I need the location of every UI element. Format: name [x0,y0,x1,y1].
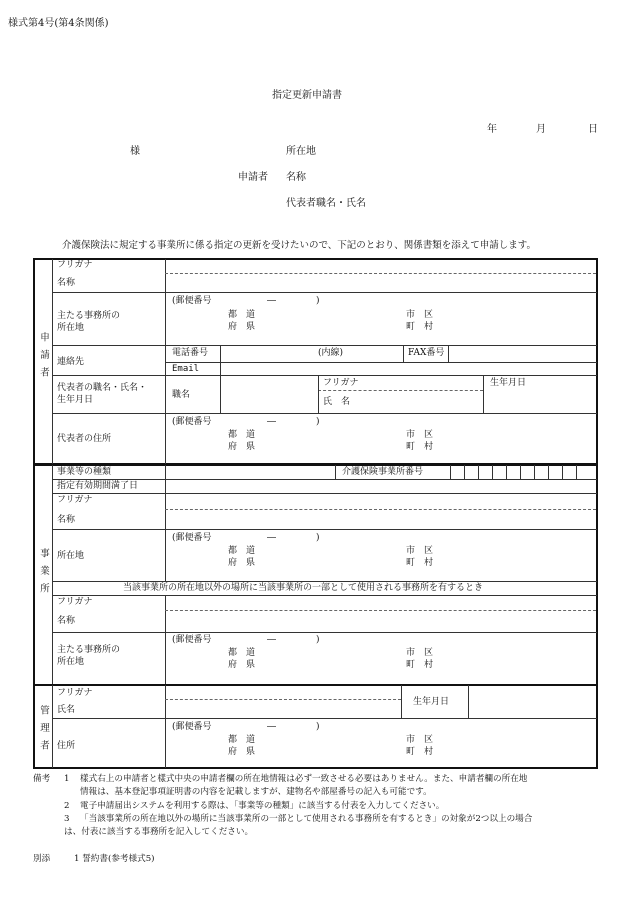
manager-residence-label: 住所 [57,741,76,751]
rep-to-do-label: 都 道 [228,430,256,440]
manager-cho-son-label: 町 村 [406,747,434,757]
postal-close: ) [316,296,320,306]
sub-office-name-label: 名称 [57,616,76,626]
fu-ken-label: 府 県 [228,322,256,332]
sub-shi-ku-label: 市 区 [406,648,434,658]
rep-postal-label: (郵便番号 [172,417,212,427]
rep-name-label: 氏 名 [323,397,351,407]
postal-label: (郵便番号 [172,296,212,306]
note-1-line-2: 情報は、基本登記事項証明書の内容を記載しますが、建物名や部屋番号の記入も可能です。 [80,787,432,797]
manager-fu-ken-label: 府 県 [228,747,256,757]
sub-postal-label: (郵便番号 [172,635,212,645]
manager-postal-dash: ― [267,722,276,732]
applicant-name-label: 名称 [57,278,76,288]
business-side-label: 事業所 [38,548,49,601]
validity-label: 指定有効期間満了日 [57,481,139,491]
manager-birth-date-label: 生年月日 [413,697,450,707]
business-furigana-label: フリガナ [57,495,93,505]
note-1-line-1: 樣式右上の申請者と樣式中央の申請者欄の所在地情報は必ず一致させる必要はありません。また、申請者欄の所在地 [80,774,528,784]
rep-birth-date-label: 生年月日 [490,378,527,388]
manager-postal-label: (郵便番号 [172,722,212,732]
note-3-num: 3 [64,814,70,824]
business-postal-label: (郵便番号 [172,533,212,543]
header-address-label: 所在地 [286,146,316,157]
manager-furigana-label: フリガナ [57,688,93,698]
phone-label: 電話番号 [172,348,209,358]
business-cho-son-label: 町 村 [406,558,434,568]
business-address-label: 所在地 [57,551,85,561]
attachment-label: 別添 [33,854,51,864]
sub-postal-close: ) [316,635,320,645]
email-label: Email [172,364,200,374]
care-number-label: 介護保険事業所番号 [342,467,424,477]
postal-dash: ― [267,296,276,306]
business-type-label: 事業等の種類 [57,467,112,477]
sub-office-furigana-label: フリガナ [57,597,93,607]
rep-cho-son-label: 町 村 [406,442,434,452]
sub-to-do-label: 都 道 [228,648,256,658]
manager-postal-close: ) [316,722,320,732]
contact-label: 連絡先 [57,357,85,367]
manager-shi-ku-label: 市 区 [406,735,434,745]
sub-postal-dash: ― [267,635,276,645]
header-name-label: 名称 [286,172,306,183]
business-fu-ken-label: 府 県 [228,558,256,568]
date-year-label: 年 [487,124,497,135]
note-1-num: 1 [64,774,70,784]
job-title-label: 職名 [172,390,191,400]
applicant-furigana-label: フリガナ [57,260,93,270]
date-day-label: 日 [588,124,598,135]
representative-label-2: 生年月日 [57,395,94,405]
attachment-item: 1 誓約書(参考様式5) [74,854,155,864]
business-postal-dash: ― [267,533,276,543]
main-office-label-1: 主たる事務所の [57,311,121,321]
note-2-line-1: 電子申請届出システムを利用する際は、「事業等の種類」に該当する付表を入力してください。 [80,801,445,811]
note-2-num: 2 [64,801,70,811]
manager-to-do-label: 都 道 [228,735,256,745]
business-postal-close: ) [316,533,320,543]
manager-name-label: 氏名 [57,705,76,715]
rep-postal-dash: ― [267,417,276,427]
business-name-label: 名称 [57,515,76,525]
notes-label: 備考 [33,774,51,784]
rep-fu-ken-label: 府 県 [228,442,256,452]
rep-postal-close: ) [316,417,320,427]
business-shi-ku-label: 市 区 [406,546,434,556]
rep-shi-ku-label: 市 区 [406,430,434,440]
manager-side-label: 管理者 [38,705,49,758]
sub-office-label-2: 所在地 [57,657,85,667]
rep-furigana-label: フリガナ [323,378,359,388]
page-title: 指定更新申請書 [272,90,342,101]
representative-label-1: 代表者の職名・氏名・ [57,383,148,393]
sub-cho-son-label: 町 村 [406,660,434,670]
header-applicant-label: 申請者 [238,172,268,183]
note-3-line-2: は、付表に該当する事務所を記入してください。 [64,827,254,837]
business-to-do-label: 都 道 [228,546,256,556]
main-office-label-2: 所在地 [57,323,85,333]
header-representative-label: 代表者職名・氏名 [286,198,366,209]
other-location-label: 当該事業所の所在地以外の場所に当該事業所の一部として使用される事務所を有するとき [123,583,484,593]
fax-label: FAX番号 [408,348,445,358]
to-do-label: 都 道 [228,310,256,320]
intro-text: 介護保険法に規定する事業所に係る指定の更新を受けたいので、下記のとおり、関係書類を添えて申請します。 [62,240,537,251]
extension-label: (内線) [318,348,344,358]
sub-fu-ken-label: 府 県 [228,660,256,670]
addressee-suffix: 様 [130,146,140,157]
form-number: 様式第4号(第4条関係) [8,18,109,29]
date-month-label: 月 [536,124,546,135]
note-3-line-1: 「当該事業所の所在地以外の場所に当該事業所の一部として使用される事務所を有するとき」の対象が2つ以上の場合 [80,814,533,824]
shi-ku-label: 市 区 [406,310,434,320]
applicant-side-label: 申請者 [38,332,49,385]
rep-address-label: 代表者の住所 [57,434,112,444]
sub-office-label-1: 主たる事務所の [57,645,121,655]
cho-son-label: 町 村 [406,322,434,332]
